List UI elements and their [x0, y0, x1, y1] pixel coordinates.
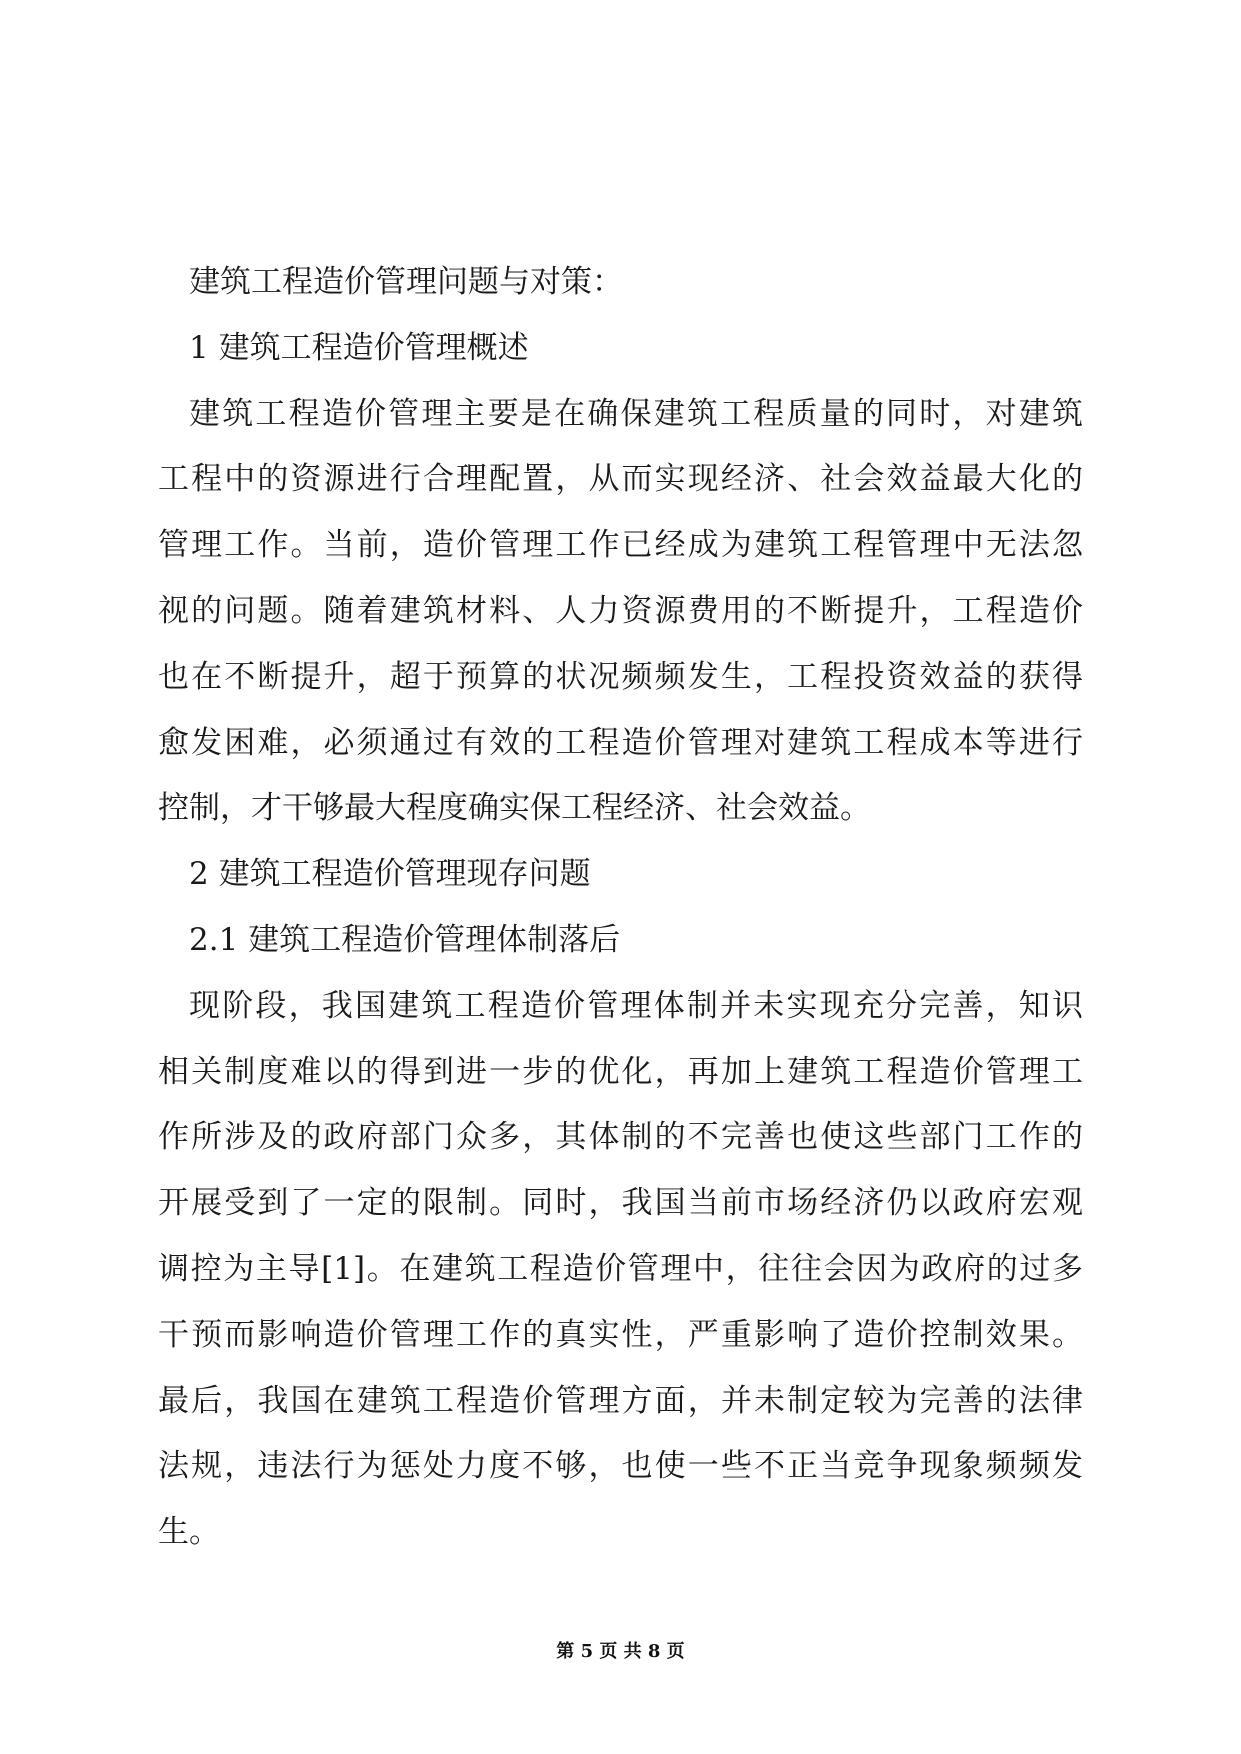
- section-heading-2: 2 建筑工程造价管理现存问题: [189, 856, 591, 893]
- section-heading: 建筑工程造价管理问题与对策：: [189, 264, 623, 300]
- section-heading-1: 1 建筑工程造价管理概述: [189, 329, 529, 366]
- paragraph-line: 工程中的资源进行合理配置，从而实现经济、社会效益最大化的: [158, 461, 1083, 498]
- paragraph-line: 生。: [158, 1514, 220, 1551]
- page-number-footer: 第 5 页 共 8 页: [556, 1641, 685, 1662]
- paragraph-line: 最后，我国在建筑工程造价管理方面，并未制定较为完善的法律: [158, 1382, 1083, 1419]
- paragraph-line: 控制，才干够最大程度确实保工程经济、社会效益。: [158, 790, 871, 827]
- paragraph-line: 建筑工程造价管理主要是在确保建筑工程质量的同时，对建筑: [189, 395, 1083, 432]
- paragraph-line: 也在不断提升，超于预算的状况频频发生，工程投资效益的获得: [158, 658, 1083, 695]
- paragraph-line: 现阶段，我国建筑工程造价管理体制并未实现充分完善，知识: [189, 987, 1083, 1024]
- paragraph-line: 视的问题。随着建筑材料、人力资源费用的不断提升，工程造价: [158, 592, 1083, 629]
- paragraph-line: 干预而影响造价管理工作的真实性，严重影响了造价控制效果。: [158, 1316, 1083, 1353]
- paragraph-line: 开展受到了一定的限制。同时，我国当前市场经济仍以政府宏观: [158, 1185, 1083, 1222]
- paragraph-line: 愈发困难，必须通过有效的工程造价管理对建筑工程成本等进行: [158, 724, 1083, 761]
- document-body: [158, 250, 1083, 1566]
- paragraph-line: 相关制度难以的得到进一步的优化，再加上建筑工程造价管理工: [158, 1053, 1083, 1090]
- paragraph-line: 作所涉及的政府部门众多，其体制的不完善也使这些部门工作的: [158, 1119, 1083, 1156]
- paragraph-line: 调控为主导[1]。在建筑工程造价管理中，往往会因为政府的过多: [158, 1250, 1083, 1287]
- paragraph-line: 管理工作。当前，造价管理工作已经成为建筑工程管理中无法忽: [158, 527, 1083, 564]
- paragraph-line: 法规，违法行为惩处力度不够，也使一些不正当竞争现象频频发: [158, 1448, 1083, 1485]
- subsection-heading-2-1: 2.1 建筑工程造价管理体制落后: [189, 921, 621, 958]
